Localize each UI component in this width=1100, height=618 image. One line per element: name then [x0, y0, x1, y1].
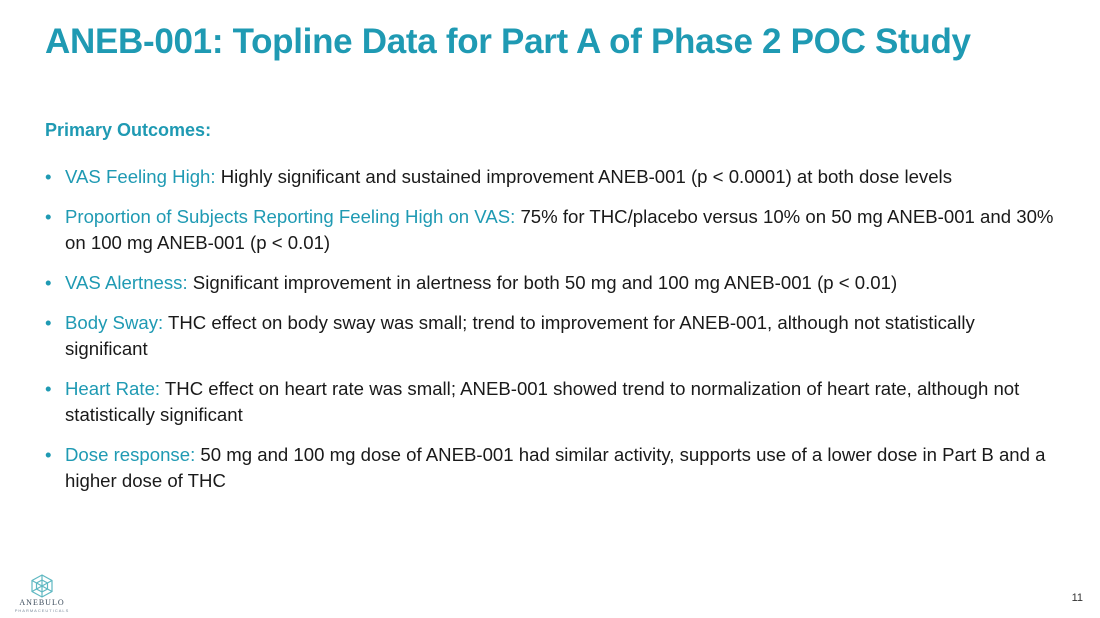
section-heading: Primary Outcomes:: [45, 120, 212, 140]
bullet-text: Significant improvement in alertness for both 50 mg and 100 mg ANEB-001 (p < 0.01): [187, 272, 898, 293]
bullet-text: 75% for THC/placebo versus 10% on 50 mg ANEB-001 and 30% on 100 mg ANEB-001 (p < 0.01): [65, 206, 1054, 253]
bullet-lead: Body Sway:: [65, 312, 164, 333]
bullet-item-vas-alertness: [45, 270, 1055, 296]
bullet-lead: VAS Feeling High:: [65, 166, 216, 187]
bullet-dot: •: [45, 378, 52, 399]
slide-title: ANEB-001: Topline Data for Part A of Phase 2 POC Study: [45, 22, 971, 61]
bullet-item-proportion-feeling-high: [45, 204, 1055, 256]
bullet-text: THC effect on heart rate was small; ANEB-001 showed trend to normalization of heart rate, although not statistically significant: [65, 378, 1020, 425]
bullet-dot: •: [45, 312, 52, 333]
bullet-text: Highly significant and sustained improvement ANEB-001 (p < 0.0001) at both dose levels: [215, 166, 952, 187]
bullet-item-heart-rate: [45, 376, 1055, 428]
bullet-text: 50 mg and 100 mg dose of ANEB-001 had similar activity, supports use of a lower dose in Part B and a higher dose of THC: [65, 444, 1046, 491]
bullet-list: [45, 164, 1055, 508]
logo-subtitle: PHARMACEUTICALS: [14, 608, 70, 613]
page-number: 11: [1071, 592, 1083, 604]
bullet-dot: •: [45, 206, 52, 227]
bullet-item-dose-response: [45, 442, 1055, 494]
bullet-item-body-sway: [45, 310, 1055, 362]
logo-wordmark: ANEBULO: [19, 598, 65, 607]
bullet-lead: Heart Rate:: [65, 378, 161, 399]
bullet-text: THC effect on body sway was small; trend to improvement for ANEB-001, although not statistically significant: [65, 312, 975, 359]
bullet-dot: •: [45, 272, 52, 293]
bullet-dot: •: [45, 444, 52, 465]
bullet-dot: •: [45, 166, 52, 187]
bullet-lead: Dose response:: [65, 444, 196, 465]
bullet-item-vas-feeling-high: [45, 164, 1055, 190]
bullet-lead: Proportion of Subjects Reporting Feeling High on VAS:: [65, 206, 516, 227]
bullet-lead: VAS Alertness:: [65, 272, 188, 293]
